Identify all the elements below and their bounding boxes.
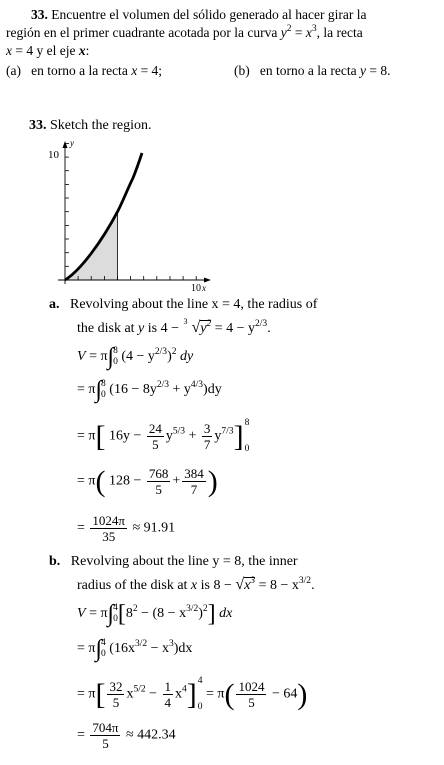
problem-line-2: región en el primer cuadrante acotada por la curva $y^2 = x^3$, la recta xyxy=(6,24,363,40)
x-tick-label: 10 xyxy=(191,283,201,294)
shaded-region xyxy=(65,212,118,280)
part-a-intro-2: the disk at y is 4 − 3 $√y^2 = 4 - y^{2/3}$. xyxy=(77,317,271,336)
problem-part-b: (b) en torno a la recta y = 8. xyxy=(234,63,391,78)
part-b-label: b. xyxy=(49,554,61,569)
y-tick-label: 10 xyxy=(48,149,59,161)
sketch-label: Sketch the region. xyxy=(50,118,152,133)
part-a-step-1: V = π∫8 0 $(4 - y^{2/3})^2$ dy xyxy=(77,344,194,370)
x-axis-label: x xyxy=(202,283,206,293)
problem-number: 33. xyxy=(31,7,48,22)
part-a-step-2: = π∫8 0 $(16 - 8y^{2/3} + y^{4/3})dy$ xyxy=(77,377,222,403)
part-b-step-2: = π∫4 0 $(16x^{3/2} - x^3)dx$ xyxy=(77,636,193,662)
part-a-result: = $\frac{1024\pi}{35}$ ≈ 91.91 xyxy=(77,513,176,544)
part-a-step-3: = π[ 16y − $\frac{24}{5}$ $y^{5/3}$ + $\frac{3}{7}$ $y^{7/3}]8$ 0 xyxy=(77,418,250,454)
solution-number: 33. xyxy=(29,118,47,133)
part-b-step-1: V = π∫4 $0[8^2 - (8 - x^{3/2})^2]$ dx xyxy=(77,601,233,627)
part-b-intro-2: radius of the disk at x is $8 - √x^3 = 8 - x^{3/2}$. xyxy=(77,576,315,593)
part-a-label: a. xyxy=(49,297,60,312)
problem-line-3: x = 4 y el eje x: xyxy=(6,43,90,58)
region-sketch xyxy=(36,138,216,294)
cube-root: 3 $√y^2$ xyxy=(183,317,212,336)
y-axis-label: y xyxy=(70,138,74,148)
solution-header xyxy=(29,117,151,135)
problem-part-a: (a) en torno a la recta x = 4; xyxy=(6,63,163,78)
problem-line-1 xyxy=(31,6,367,24)
part-b-result: = $\frac{704\pi}{5}$ ≈ 442.34 xyxy=(77,720,176,751)
part-b-intro-1: b. Revolving about the line y = 8, the inner xyxy=(49,554,298,569)
part-a-step-4: = π( 128 − $\frac{768}{5}$ + $\frac{384}{7}$ ) xyxy=(77,464,218,498)
square-root: $√x^3$ xyxy=(235,576,256,593)
part-a-intro-1: a. Revolving about the line x = 4, the radius of xyxy=(49,297,318,312)
part-b-step-3: = π[ $\frac{32}{5}$ $x^{5/2}$ − $\frac{1}{4}$ $x^4]4$ 0 = π( $\frac{1024}{5}$ − 64) xyxy=(77,676,308,712)
y-ticks xyxy=(65,144,69,267)
problem-text-1: Encuentre el volumen del sólido generado al hacer girar la xyxy=(51,7,367,22)
